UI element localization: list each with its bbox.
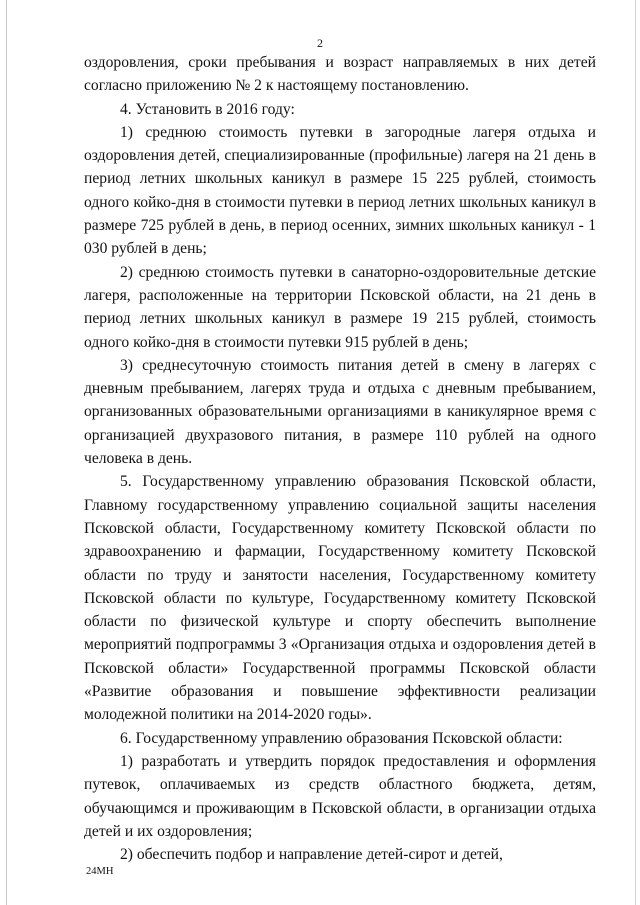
scan-edge-right	[635, 0, 636, 905]
footer-code: 24МН	[86, 866, 114, 877]
document-body	[84, 51, 596, 866]
page-number: 2	[317, 36, 323, 50]
paragraph: 4. Установить в 2016 году:	[120, 100, 295, 118]
paragraph: 5. Государственному управлению образования Псковской области, Главному государственному управлению социальной защиты населения Псковской области, Государственному комитету Псковской области по здравоохранению и фармации, Государственному комитету Псковской области по труду и занятости населения, Государственному комитету Псковской области по культуре, Государственному комитету Псковской области по физической культуре и спорту обеспечить выполнение мероприятий подпрограммы 3 «Организация отдыха и оздоровления детей в Псковской области» Государственной программы Псковской области «Развитие образования и повышение эффективности реализации молодежной политики на 2014-2020 годы».	[84, 473, 596, 724]
paragraph: 1) среднюю стоимость путевки в загородные лагеря отдыха и оздоровления детей, специализированные (профильные) лагеря на 21 день в период летних школьных каникул в размере 15 225 рублей, стоимость одного койко-дня в стоимости путевки в период летних школьных каникул в размере 725 рублей в день, в период осенних, зимних школьных каникул - 1 030 рублей в день;	[84, 123, 596, 258]
paragraph: оздоровления, сроки пребывания и возраст направляемых в них детей согласно приложению № 2 к настоящему постановлению.	[84, 54, 596, 95]
paragraph: 6. Государственному управлению образования Псковской области:	[120, 729, 563, 747]
paragraph: 2) среднюю стоимость путевки в санаторно-оздоровительные детские лагеря, расположенные на территории Псковской области, на 21 день в период летних школьных каникул в размере 19 215 рублей, стоимость одного койко-дня в стоимости путевки 915 рублей в день;	[84, 263, 596, 351]
paragraph: 3) среднесуточную стоимость питания детей в смену в лагерях с дневным пребыванием, лагерях труда и отдыха с дневным пребыванием, организованных образовательными организациями в каникулярное время с организацией двухразового питания, в размере 110 рублей на одного человека в день.	[84, 356, 596, 468]
paragraph: 2) обеспечить подбор и направление детей-сирот и детей,	[120, 846, 503, 864]
paragraph: 1) разработать и утвердить порядок предоставления и оформления путевок, оплачиваемых из средств областного бюджета, детям, обучающимся и проживающим в Псковской области, в организации отдыха детей и их оздоровления;	[84, 752, 596, 840]
scan-edge-left	[6, 0, 7, 905]
